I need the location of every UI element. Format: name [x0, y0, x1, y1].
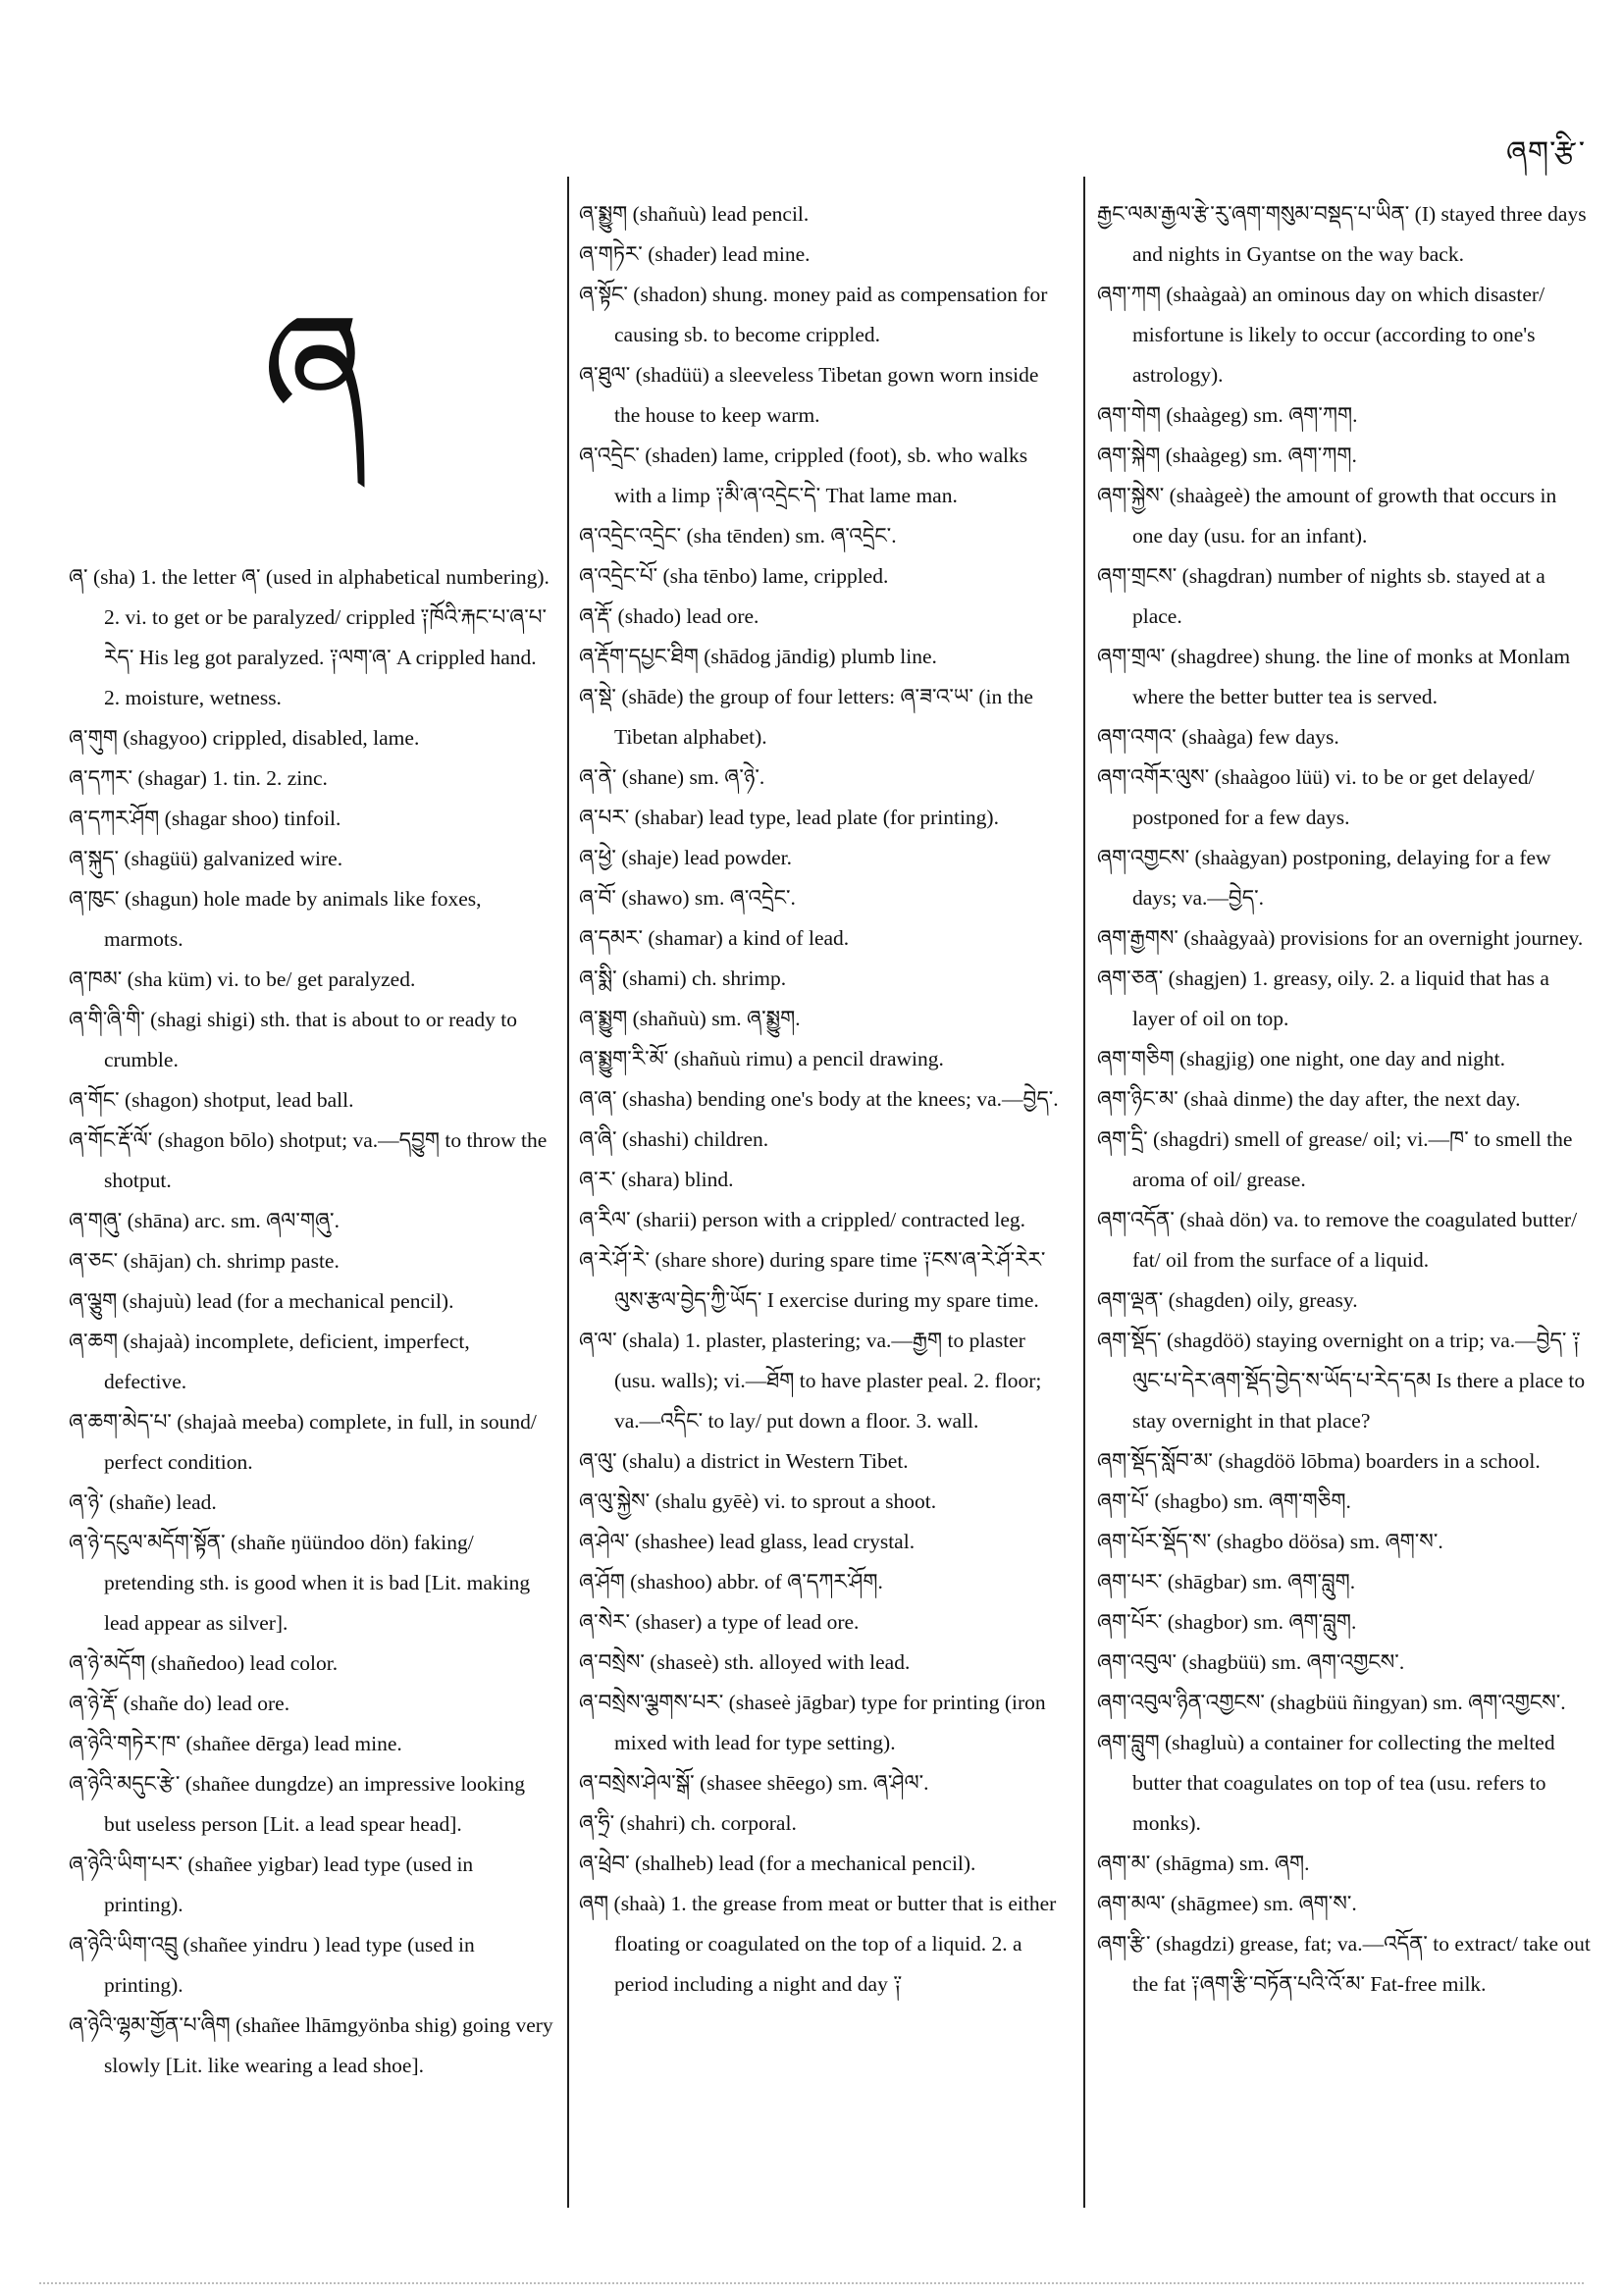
dictionary-entry: ཞག་འབུལ་ (shagbüü) sm. ཞག་འགྱངས་. — [1097, 1650, 1405, 1674]
dictionary-entry: ཞ་ཕྲེབ་ (shalheb) lead (for a mechanical pencil). — [579, 1852, 976, 1875]
dictionary-entry: ཞ་གུག (shagyoo) crippled, disabled, lame. — [69, 726, 420, 750]
section-letter: ཞ — [263, 283, 367, 453]
dictionary-entry: ཞ་གོང་ (shagon) shotput, lead ball. — [69, 1088, 354, 1112]
dictionary-entry: ཞ་ཉེ་དངུལ་མདོག་སྟོན་ (shañe ŋüündoo dön) faking/ pretending sth. is good when it is bad [Lit. making lead appear as silver]. — [69, 1531, 531, 1635]
dictionary-entry: ཞ་བསྲེས་ལྕགས་པར་ (shaseè jāgbar) type for printing (iron mixed with lead for type setting). — [579, 1691, 1046, 1754]
column-3 — [1097, 194, 1592, 2005]
dictionary-entry: ཞ་སྡེ་ (shāde) the group of four letters: ཞ་ཟ་འ་ཡ་ (in the Tibetan alphabet). — [579, 685, 1033, 749]
dictionary-entry: ཞག་སྐྱེས་ (shaàgeè) the amount of growth that occurs in one day (usu. for an infant). — [1097, 484, 1557, 548]
dictionary-entry: ཞ་འདྲེང་པོ་ (sha tēnbo) lame, crippled. — [579, 564, 889, 588]
dictionary-entry: ཞ་ཆག་མེད་པ་ (shajaà meeba) complete, in full, in sound/ perfect condition. — [69, 1410, 537, 1474]
column-divider — [567, 177, 569, 2208]
dictionary-entry: ཞག་སྡོད་ (shagdöö) staying overnight on a trip; va.—བྱེད་ ༑ལུང་པ་དེར་ཞག་སྡོད་བྱེད་ས་ཡོད་པ་རེད་དམ Is there a place to stay overnight in that place? — [1097, 1329, 1586, 1433]
dictionary-entry: ཞག་གྲལ་ (shagdree) shung. the line of monks at Monlam where the better butter tea is served. — [1097, 645, 1571, 708]
dictionary-entry: ཞ་གཞུ་ (shāna) arc. sm. ཞལ་གཞུ་. — [69, 1209, 340, 1232]
dictionary-entry: ཞ་སྨྱུག (shañuù) lead pencil. — [579, 202, 810, 226]
dictionary-entry: ཞ་རིལ་ (sharii) person with a crippled/ contracted leg. — [579, 1208, 1026, 1231]
dictionary-entry: ཞ་དམར་ (shamar) a kind of lead. — [579, 926, 850, 950]
dictionary-entry: ཞ་ཞ་ (shasha) bending one's body at the knees; va.—བྱེད་. — [579, 1087, 1059, 1111]
dictionary-entry: ཞ་ཅང་ (shājan) ch. shrimp paste. — [69, 1249, 340, 1273]
dictionary-entry: ཞ་བསྲེས་ (shaseè) sth. alloyed with lead. — [579, 1650, 911, 1674]
dictionary-entry: ཞ་ནེ་ (shane) sm. ཞ་ཉེ་. — [579, 765, 765, 789]
dictionary-entry: ཞ་དཀར་ (shagar) 1. tin. 2. zinc. — [69, 766, 328, 790]
dictionary-entry: ཞ་རྡོག་དཔྱང་ཐིག (shādog jāndig) plumb line. — [579, 645, 937, 668]
dictionary-entry: ཞག་ལྡན་ (shagden) oily, greasy. — [1097, 1288, 1358, 1312]
dictionary-entry: ཞ་ཧྲི་ (shahri) ch. corporal. — [579, 1811, 797, 1835]
dictionary-entry: ཞ་ཁམ་ (sha küm) vi. to be/ get paralyzed. — [69, 967, 416, 991]
dictionary-entry: ཞ་ཉེའི་ཡིག་འབྲུ (shañee yindru ) lead type (used in printing). — [69, 1933, 475, 1997]
dictionary-entry: ཞག་སྐེག (shaàgeg) sm. ཞག་ཀག. — [1097, 444, 1357, 467]
column-2 — [579, 194, 1070, 2005]
dictionary-entry: ཞ་ལ་ (shala) 1. plaster, plastering; va.—རྒྱག to plaster (usu. walls); vi.—ཐོག to have plaster peal. 2. floor; va.—འདིང་ to lay/ put down a floor. 3. wall. — [579, 1329, 1042, 1433]
dictionary-entry: ཞ་ཉེ་མདོག (shañedoo) lead color. — [69, 1651, 339, 1675]
dictionary-entry: ཞག (shaà) 1. the grease from meat or butter that is either floating or coagulated on the top of a liquid. 2. a period including a night and day ༑ — [579, 1892, 1057, 1996]
dictionary-entry: ཞ་ཉེའི་ཡིག་པར་ (shañee yigbar) lead type (used in printing). — [69, 1852, 474, 1916]
dictionary-entry: ཞག་སྡོད་སློབ་མ་ (shagdöö lōbma) boarders in a school. — [1097, 1449, 1541, 1473]
dictionary-entry: ཞ་སྟོང་ (shadon) shung. money paid as compensation for causing sb. to become crippled. — [579, 283, 1048, 346]
dictionary-entry: ཞ་ལུ་ (shalu) a district in Western Tibet. — [579, 1449, 909, 1473]
dictionary-entry: ཞ་ར་ (shara) blind. — [579, 1168, 734, 1191]
dictionary-entry: ཞག་པོར་སྡོད་ས་ (shagbo döösa) sm. ཞག་ས་. — [1097, 1530, 1443, 1553]
dictionary-entry: ཞ་འདྲེང་ (shaden) lame, crippled (foot), sb. who walks with a limp ༑མི་ཞ་འདྲེང་དེ་ That lame man. — [579, 444, 1028, 507]
dictionary-entry: ཞ་སྨྱུག (shañuù) sm. ཞ་སྨྱུག. — [579, 1007, 801, 1030]
dictionary-entry: ཞག་ཉིང་མ་ (shaà dinme) the day after, the next day. — [1097, 1087, 1521, 1111]
dictionary-entry: ཞག་འབུལ་ཉིན་འགྱངས་ (shagbüü ñingyan) sm. ཞག་འགྱངས་. — [1097, 1691, 1566, 1714]
column-divider — [1083, 177, 1085, 2208]
dictionary-entry: ཞ་གོང་རྡོ་ལོ་ (shagon bōlo) shotput; va.—དབྱུག to throw the shotput. — [69, 1128, 548, 1192]
dictionary-entry: ཞ་འདྲེང་འདྲེང་ (sha tēnden) sm. ཞ་འདྲེང་. — [579, 524, 897, 548]
dictionary-entry: ཞ་བསྲེས་ཤེལ་སྒོ་ (shasee shēego) sm. ཞ་ཤེལ་. — [579, 1771, 929, 1795]
dictionary-entry: ཞ་ཁུང་ (shagun) hole made by animals like foxes, marmots. — [69, 887, 482, 951]
dictionary-entry: ཞ་གི་ཞི་གི་ (shagi shigi) sth. that is about to or ready to crumble. — [69, 1008, 517, 1071]
dictionary-entry: ཞ་ཕྱེ་ (shaje) lead powder. — [579, 846, 792, 869]
dictionary-entry: ཞག་པོ་ (shagbo) sm. ཞག་གཅིག. — [1097, 1489, 1351, 1513]
dictionary-entry: ཞ་གཏེར་ (shader) lead mine. — [579, 242, 811, 266]
dictionary-entry: ཞ་ (sha) 1. the letter ཞ་ (used in alphabetical numbering). 2. vi. to get or be paralyzed/ crippled ༑ཁོའི་རྐང་པ་ཞ་པ་རེད་ His leg got paralyzed. ༑ལག་ཞ་ A crippled hand. 2. moisture, wetness. — [69, 565, 550, 709]
dictionary-entry: ཞ་བོ་ (shawo) sm. ཞ་འདྲེང་. — [579, 886, 796, 910]
dictionary-entry: ཞ་ཤེལ་ (shashee) lead glass, lead crystal. — [579, 1530, 916, 1553]
dictionary-entry: ཞག་གྲངས་ (shagdran) number of nights sb. stayed at a place. — [1097, 564, 1545, 628]
dictionary-entry: ཞག་རྩི་ (shagdzi) grease, fat; va.—འདོན་ to extract/ take out the fat ༑ཞག་རྩི་བཏོན་པའི་འོ་མ་ Fat-free milk. — [1097, 1932, 1591, 1996]
dictionary-entry: ཞ་ཉེའི་གཏེར་ཁ་ (shañee dērga) lead mine. — [69, 1732, 402, 1755]
dictionary-entry: ཞ་ཉེའི་ལྷམ་གྱོན་པ་ཞིག (shañee lhāmgyönba shig) going very slowly [Lit. like wearing a lead shoe]. — [69, 2013, 553, 2077]
dictionary-entry: ཞ་ཤོག (shashoo) abbr. of ཞ་དཀར་ཤོག. — [579, 1570, 883, 1593]
dictionary-entry: ཞ་ལྕུག (shajuù) lead (for a mechanical pencil). — [69, 1289, 454, 1313]
dictionary-entry: ཞ་རེ་ཤོ་རེ་ (share shore) during spare time ༑ངས་ཞ་རེ་ཤོ་རེར་ལུས་རྩལ་བྱེད་ཀྱི་ཡོད་ I exercise during my spare time. — [579, 1248, 1046, 1312]
dictionary-entry: ཞག་མ་ (shāgma) sm. ཞག. — [1097, 1852, 1310, 1875]
running-head: ཞག་རྩི་ — [1505, 136, 1586, 169]
dictionary-entry: ཞག་པོར་ (shagbor) sm. ཞག་བླུག. — [1097, 1610, 1357, 1634]
column-1 — [69, 557, 555, 2086]
dictionary-entry: ཞ་ཐུལ་ (shadüü) a sleeveless Tibetan gown worn inside the house to keep warm. — [579, 363, 1039, 427]
dictionary-entry: ཞག་འགོར་ལུས་ (shaàgoo lüü) vi. to be or get delayed/ postponed for a few days. — [1097, 765, 1535, 829]
dictionary-entry: ཞག་གཅིག (shagjig) one night, one day and night. — [1097, 1047, 1506, 1070]
dictionary-entry: ཞ་དཀར་ཤོག (shagar shoo) tinfoil. — [69, 807, 341, 830]
scan-edge — [39, 2280, 1584, 2284]
dictionary-entry: ཞ་ཉེའི་མདུང་རྩེ་ (shañee dungdze) an impressive looking but useless person [Lit. a lead spear head]. — [69, 1772, 526, 1836]
dictionary-entry: ཞ་ལུ་སྐྱེས་ (shalu gyēè) vi. to sprout a shoot. — [579, 1489, 937, 1513]
dictionary-entry: ཞག་འགའ་ (shaàga) few days. — [1097, 725, 1339, 749]
dictionary-entry: ཞ་སྐུད་ (shagüü) galvanized wire. — [69, 847, 343, 870]
dictionary-entry: ཞ་ཉེ་རྡོ་ (shañe do) lead ore. — [69, 1692, 290, 1715]
dictionary-entry: ཞག་མལ་ (shāgmee) sm. ཞག་ས་. — [1097, 1892, 1357, 1915]
dictionary-entry: ཞག་འགྱངས་ (shaàgyan) postponing, delaying for a few days; va.—བྱེད་. — [1097, 846, 1551, 910]
dictionary-entry: ཞག་གེག (shaàgeg) sm. ཞག་ཀག. — [1097, 403, 1358, 427]
dictionary-entry: ཞ་ཆག (shajaà) incomplete, deficient, imperfect, defective. — [69, 1330, 470, 1393]
dictionary-entry: ཞ་པར་ (shabar) lead type, lead plate (for printing). — [579, 806, 999, 829]
dictionary-entry: ཞ་རྡོ་ (shado) lead ore. — [579, 604, 759, 628]
dictionary-entry: ཞག་ཅན་ (shagjen) 1. greasy, oily. 2. a liquid that has a layer of oil on top. — [1097, 966, 1549, 1030]
dictionary-entry: ཞ་ཉེ་ (shañe) lead. — [69, 1490, 217, 1514]
dictionary-entry: ཞག་བླུག (shagluù) a container for collecting the melted butter that coagulates on top of tea (usu. refers to monks). — [1097, 1731, 1555, 1835]
dictionary-entry: ཞག་རྒྱགས་ (shaàgyaà) provisions for an overnight journey. — [1097, 926, 1584, 950]
dictionary-entry: ཞ་ཞི་ (shashi) children. — [579, 1127, 769, 1151]
dictionary-entry: ཞག་འདོན་ (shaà dön) va. to remove the coagulated butter/ fat/ oil from the surface of a liquid. — [1097, 1208, 1578, 1272]
dictionary-entry: ཞ་སེར་ (shaser) a type of lead ore. — [579, 1610, 860, 1634]
dictionary-entry: ཞག་དྲི་ (shagdri) smell of grease/ oil; vi.—ཁ་ to smell the aroma of oil/ grease. — [1097, 1127, 1573, 1191]
dictionary-entry: རྒྱང་ལམ་རྒྱལ་རྩེ་རུ་ཞག་གསུམ་བསྡད་པ་ཡིན་ (I) stayed three days and nights in Gyantse on the way back. — [1097, 202, 1587, 266]
dictionary-entry: ཞ་སྨི་ (shami) ch. shrimp. — [579, 966, 787, 990]
dictionary-entry: ཞ་སྨྱུག་རི་མོ་ (shañuù rimu) a pencil drawing. — [579, 1047, 944, 1070]
dictionary-entry: ཞག་ཀག (shaàgaà) an ominous day on which disaster/ misfortune is likely to occur (according to one's astrology). — [1097, 283, 1545, 387]
dictionary-entry: ཞག་པར་ (shāgbar) sm. ཞག་བླུག. — [1097, 1570, 1356, 1593]
